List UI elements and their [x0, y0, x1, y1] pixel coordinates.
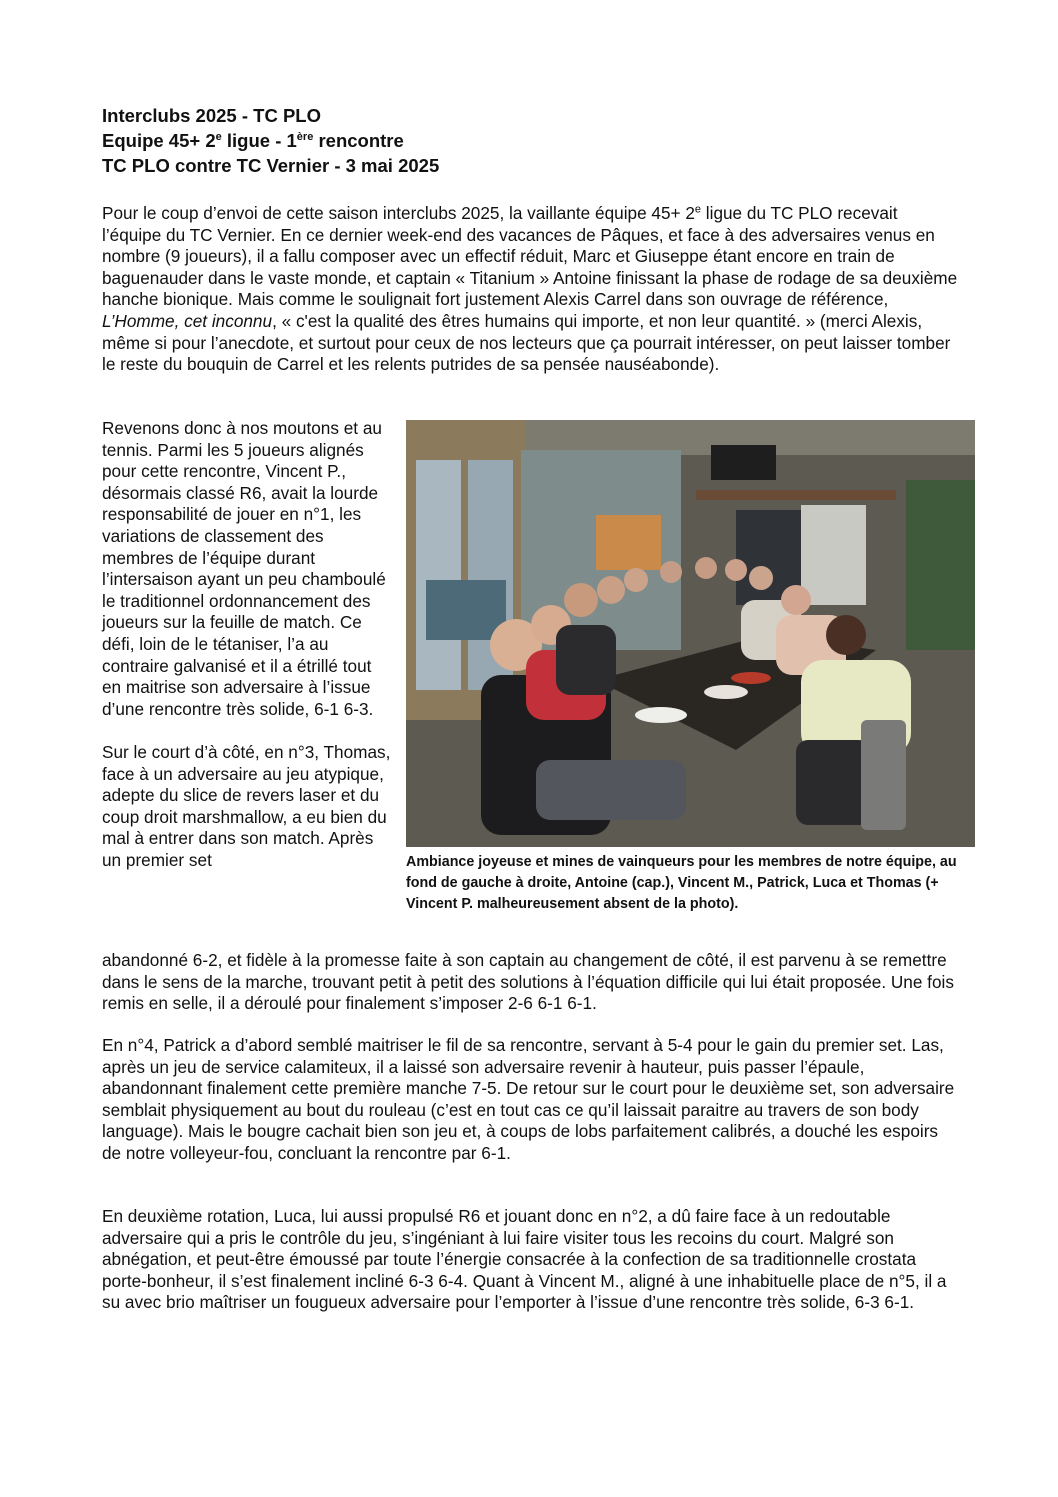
paragraph-luca-vincent-m: En deuxième rotation, Luca, lui aussi propulsé R6 et jouant donc en n°2, a dû faire face à un redoutable adversaire qui a pris le contrôle du jeu, s’ingéniant à lui faire visiter tous les recoins du court. Malgré son abnégation, et peut-être émoussé par toute l’énergie consacrée à la confection de sa traditionnelle crostata porte-bonheur, il s’est finalement incliné 6-3 6-4. Quant à Vincent M., aligné à une inhabituelle place de n°5, il a su avec brio maîtriser un fougueux adversaire pour l’emporter à l’issue d’une rencontre très solide, 6-3 6-1. — [102, 1206, 947, 1313]
paragraph-vincent-p: Revenons donc à nos moutons et au tennis. Parmi les 5 joueurs alignés pour cette rencontre, Vincent P., désormais classé R6, avait la lourde responsabilité de jouer en n°1, les variations de classement des membres de l’équipe durant l’intersaison ayant un peu chamboulé le traditionnel ordonnancement des joueurs sur la feuille de match. Ce défi, loin de le tétaniser, l’a au contraire galvanisé et il a étrillé tout en maitrise son adversaire à l’issue d’une rencontre très solide, 6-1 6-3. — [102, 418, 386, 719]
paragraph-thomas: Sur le court d’à côté, en n°3, Thomas, face à un adversaire au jeu atypique, adepte du slice de revers laser et du coup droit marshmallow, a eu bien du mal à entrer dans son match. Après un premier set — [102, 741, 391, 870]
team-photo-figure — [406, 420, 975, 915]
article-title — [102, 103, 962, 178]
title-line-2: Equipe $45+ 2^e$ ligue - 1ère rencontre — [102, 130, 404, 151]
book-title: L’Homme, cet inconnu — [102, 310, 273, 331]
team-photo — [406, 420, 975, 847]
team-photo-illustration — [406, 420, 975, 847]
paragraph-thomas-continued: abandonné 6-2, et fidèle à la promesse faite à son captain au changement de côté, il est parvenu à se remettre dans le sens de la marche, trouvant petit à petit des solutions à l’équation difficile qui lui était proposée. Une fois remis en selle, il a déroulé pour finalement s’imposer 2-6 6-1 6-1. — [102, 950, 954, 1014]
photo-caption: Ambiance joyeuse et mines de vainqueurs pour les membres de notre équipe, au fond de gauche à droite, Antoine (cap.), Vincent M., Patrick, Luca et Thomas (+ Vincent P. malheureusement absent de la photo). — [406, 854, 957, 912]
title-line-1: Interclubs 2025 - TC PLO — [102, 105, 321, 126]
left-column-text — [102, 418, 392, 871]
intro-paragraph: Pour le coup d’envoi de cette saison interclubs 2025, la vaillante équipe $45+ 2^e$ ligue du TC PLO recevait l’équipe du TC Vernier. En ce dernier week-end des vacances de Pâques, et face à des adversaires venus en nombre (9 joueurs), il a fallu composer avec un effectif réduit, Marc et Giuseppe étant encore en train de baguenauder dans le vaste monde, et captain « Titanium » Antoine finissant la phase de rodage de sa deuxième hanche bionique. Mais comme le soulignait fort justement Alexis Carrel dans son ouvrage de référence, L’Homme, cet inconnu, « c'est la qualité des êtres humains qui importe, et non leur quantité. » (merci Alexis, même si pour l’anecdote, et surtout pour ceux de nos lecteurs que ça pourrait intéresser, on peut laisser tomber le reste du bouquin de Carrel et les relents putrides de sa pensée nauséabonde). — [102, 203, 958, 375]
paragraph-patrick: En n°4, Patrick a d’abord semblé maitriser le fil de sa rencontre, servant à 5-4 pour le gain du premier set. Las, après un jeu de service calamiteux, il a laissé son adversaire revenir à hauteur, puis passer l’épaule, abandonnant finalement cette première manche 7-5. De retour sur le court pour le deuxième set, son adversaire semblait physiquement au bout du rouleau (c’est en tout cas ce qu’il laissait paraitre au travers de son body language). Mais le bougre cachait bien son jeu et, à coups de lobs parfaitement calibrés, a douché les espoirs de notre volleyeur-fou, concluant la rencontre par 6-1. — [102, 1035, 955, 1163]
title-line-3: TC PLO contre TC Vernier - 3 mai 2025 — [102, 155, 440, 176]
